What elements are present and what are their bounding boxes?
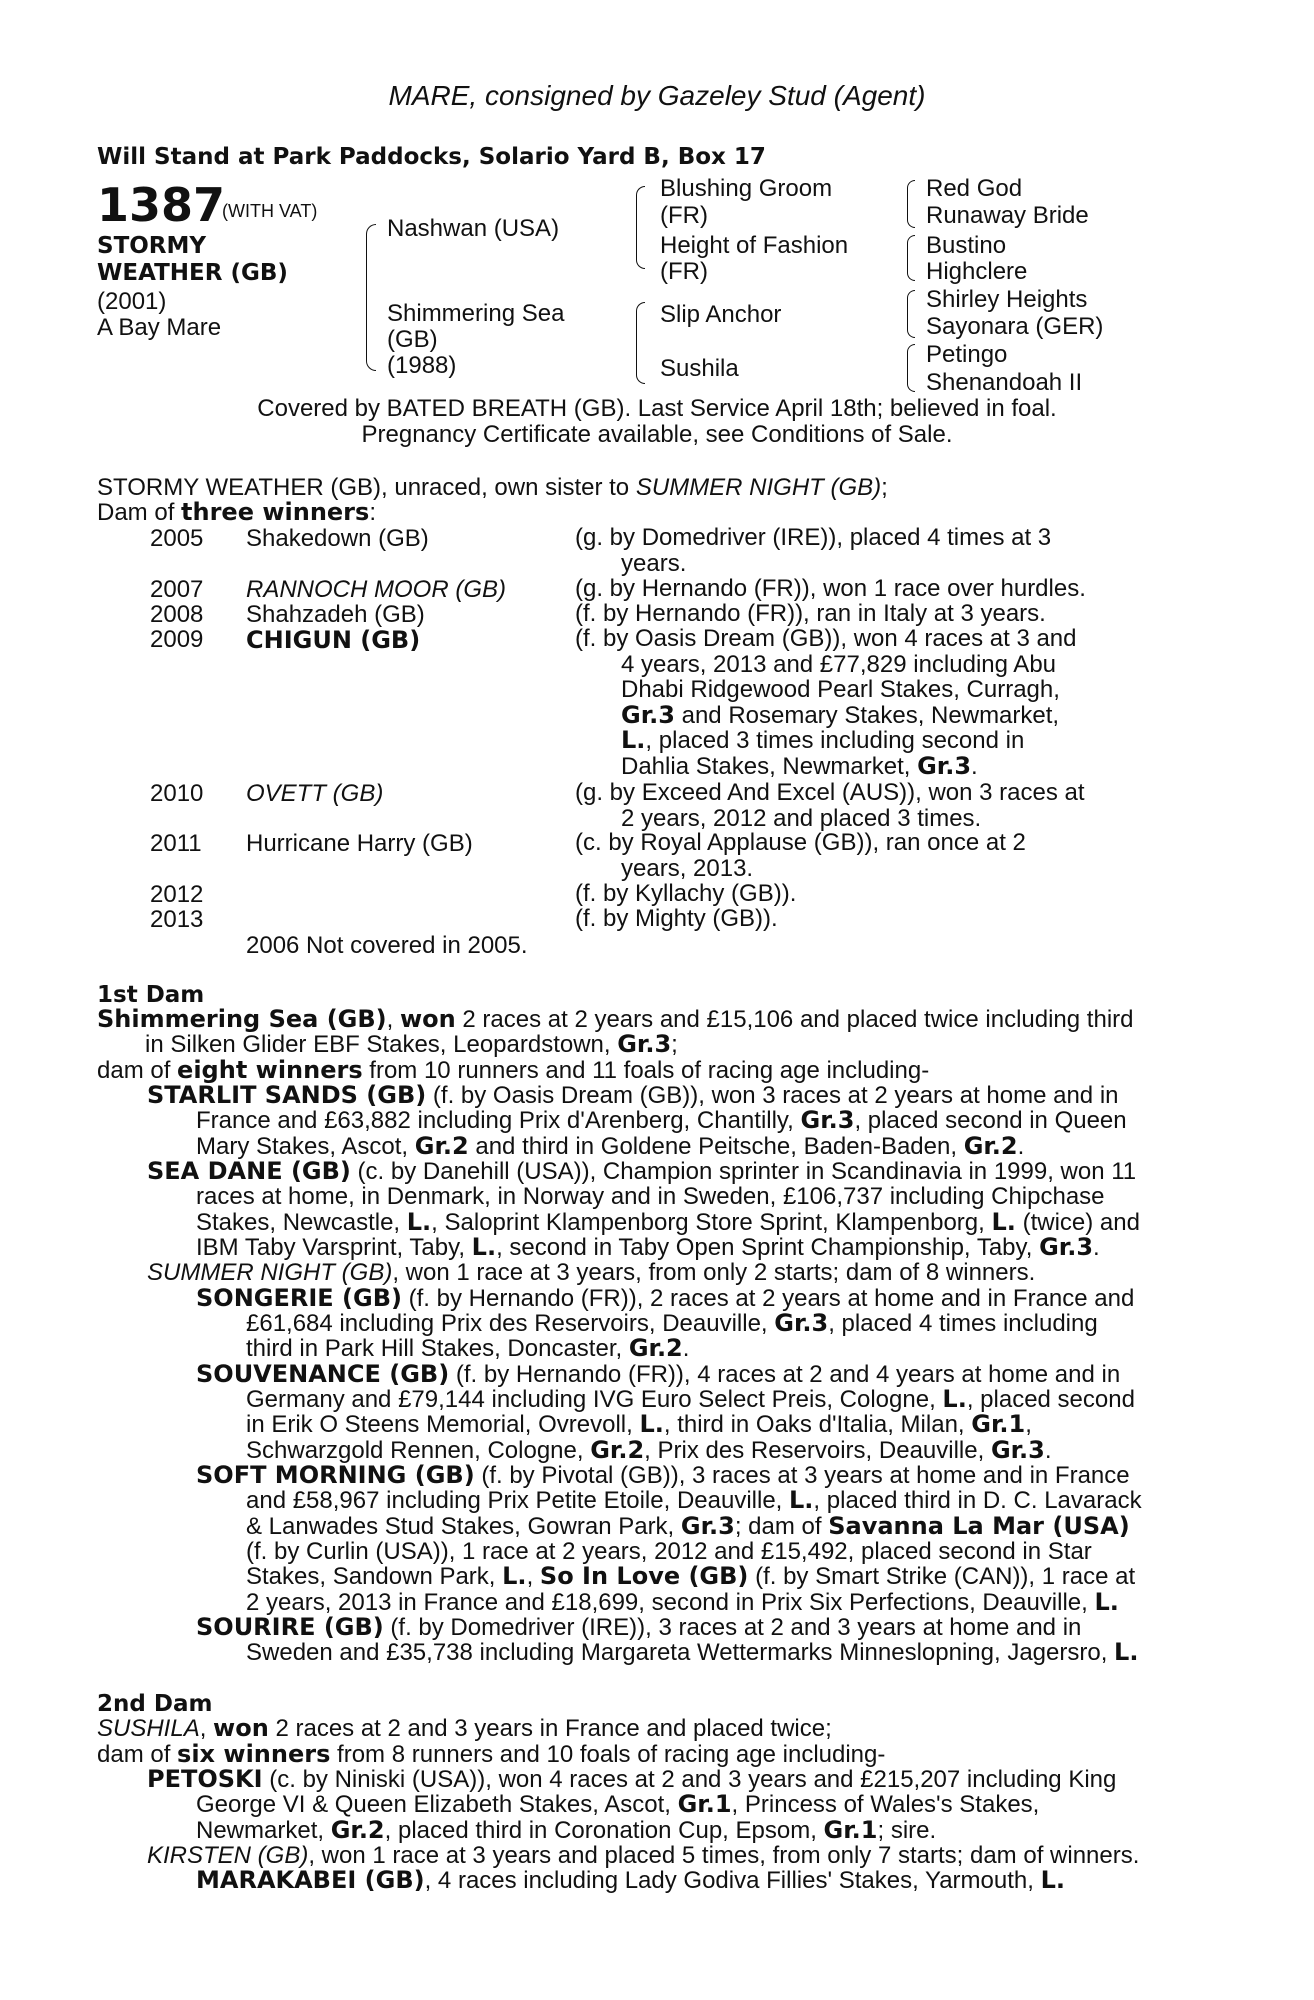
pedigree-great-grandparent: Runaway Bride bbox=[926, 202, 1089, 229]
progeny-entry: Stakes, Newcastle, L., Saloprint Klampenborg Store Sprint, Klampenborg, L. (twice) and bbox=[196, 1208, 1140, 1236]
produce-name: CHIGUN (GB) bbox=[246, 626, 421, 654]
produce-year: 2013 bbox=[150, 906, 204, 933]
progeny-entry: SEA DANE (GB) (c. by Danehill (USA)), Champion sprinter in Scandinavia in 1999, won 11 bbox=[147, 1157, 1137, 1185]
progeny-entry: MARAKABEI (GB), 4 races including Lady Godiva Fillies' Stakes, Yarmouth, L. bbox=[196, 1866, 1066, 1894]
produce-description: (f. by Oasis Dream (GB)), won 4 races at 3 and 4 years, 2013 and £77,829 including Abu Dhabi Ridgewood Pearl Stakes, Curragh, Gr.3 and Rosemary Stakes, Newmarket, L., placed 3 times including second in Dahlia Stakes, Newmarket, Gr.3. bbox=[575, 625, 1077, 780]
dam-line: dam of six winners from 8 runners and 10 foals of racing age including- bbox=[97, 1740, 886, 1768]
pedigree-granddam: Height of Fashion bbox=[660, 232, 849, 259]
produce-year: 2005 bbox=[150, 525, 204, 552]
pedigree-granddam: Sushila bbox=[660, 355, 739, 382]
intro-line: STORMY WEATHER (GB), unraced, own sister to SUMMER NIGHT (GB); bbox=[97, 474, 888, 501]
progeny-entry: KIRSTEN (GB), won 1 race at 3 years and placed 5 times, from only 7 starts; dam of winners. bbox=[147, 1842, 1140, 1869]
pedigree-dam: (GB) bbox=[387, 326, 438, 353]
progeny-entry: IBM Taby Varsprint, Taby, L., second in Taby Open Sprint Championship, Taby, Gr.3. bbox=[196, 1233, 1100, 1261]
pedigree-grandsire: Slip Anchor bbox=[660, 301, 782, 328]
horse-description: A Bay Mare bbox=[97, 314, 222, 341]
progeny-entry: races at home, in Denmark, in Norway and in Sweden, £106,737 including Chipchase bbox=[196, 1183, 1105, 1210]
produce-name: Shakedown (GB) bbox=[246, 525, 429, 552]
produce-name: Hurricane Harry (GB) bbox=[246, 830, 473, 857]
produce-description: (c. by Royal Applause (GB)), ran once at 2 years, 2013. bbox=[575, 829, 1026, 882]
progeny-entry: third in Park Hill Stakes, Doncaster, Gr.2. bbox=[246, 1334, 690, 1362]
stand-location: Will Stand at Park Paddocks, Solario Yard B, Box 17 bbox=[97, 144, 766, 170]
progeny-entry: Mary Stakes, Ascot, Gr.2 and third in Goldene Peitsche, Baden-Baden, Gr.2. bbox=[196, 1132, 1025, 1160]
progeny-entry: in Erik O Steens Memorial, Ovrevoll, L., third in Oaks d'Italia, Milan, Gr.1, bbox=[246, 1410, 1032, 1438]
horse-year: (2001) bbox=[97, 288, 167, 315]
progeny-entry: (f. by Curlin (USA)), 1 race at 2 years, 2012 and £15,492, placed second in Star bbox=[246, 1538, 1092, 1565]
progeny-entry: PETOSKI (c. by Niniski (USA)), won 4 races at 2 and 3 years and £215,207 including King bbox=[147, 1765, 1117, 1793]
progeny-entry: Sweden and £35,738 including Margareta Wettermarks Minneslopning, Jagersro, L. bbox=[246, 1638, 1139, 1666]
progeny-entry: SOFT MORNING (GB) (f. by Pivotal (GB)), 3 races at 3 years at home and in France bbox=[196, 1461, 1130, 1489]
dam-line: dam of eight winners from 10 runners and 11 foals of racing age including- bbox=[97, 1056, 930, 1084]
progeny-entry: & Lanwades Stud Stakes, Gowran Park, Gr.3; dam of Savanna La Mar (USA) bbox=[246, 1512, 1130, 1540]
produce-year: 2010 bbox=[150, 780, 204, 807]
produce-year: 2009 bbox=[150, 626, 204, 653]
produce-description: (f. by Hernando (FR)), ran in Italy at 3 years. bbox=[575, 600, 1046, 627]
covered-line: Pregnancy Certificate available, see Conditions of Sale. bbox=[361, 421, 953, 448]
progeny-entry: France and £63,882 including Prix d'Arenberg, Chantilly, Gr.3, placed second in Queen bbox=[196, 1106, 1127, 1134]
dam-line: SUSHILA, won 2 races at 2 and 3 years in France and placed twice; bbox=[97, 1714, 832, 1742]
pedigree-brace bbox=[366, 224, 376, 371]
pedigree-sire: Nashwan (USA) bbox=[387, 215, 560, 242]
pedigree-brace bbox=[907, 235, 915, 281]
progeny-entry: and £58,967 including Prix Petite Etoile, Deauville, L., placed third in D. C. Lavarack bbox=[246, 1486, 1142, 1514]
pedigree-dam: Shimmering Sea bbox=[387, 300, 565, 327]
pedigree-brace bbox=[907, 344, 915, 392]
produce-year: 2012 bbox=[150, 881, 204, 908]
progeny-entry: SONGERIE (GB) (f. by Hernando (FR)), 2 races at 2 years at home and in France and bbox=[196, 1284, 1135, 1312]
produce-name: RANNOCH MOOR (GB) bbox=[246, 576, 506, 603]
section-title: 2nd Dam bbox=[97, 1691, 213, 1717]
pedigree-great-grandparent: Highclere bbox=[926, 258, 1028, 285]
pedigree-great-grandparent: Shenandoah II bbox=[926, 369, 1083, 396]
pedigree-great-grandparent: Red God bbox=[926, 175, 1023, 202]
progeny-entry: 2 years, 2013 in France and £18,699, second in Prix Six Perfections, Deauville, L. bbox=[246, 1588, 1119, 1616]
produce-description: (g. by Hernando (FR)), won 1 race over hurdles. bbox=[575, 575, 1086, 602]
progeny-entry: STARLIT SANDS (GB) (f. by Oasis Dream (GB)), won 3 races at 2 years at home and in bbox=[147, 1081, 1119, 1109]
pedigree-great-grandparent: Sayonara (GER) bbox=[926, 313, 1104, 340]
progeny-entry: Stakes, Sandown Park, L., So In Love (GB) (f. by Smart Strike (CAN)), 1 race at bbox=[246, 1562, 1136, 1590]
dam-line: Shimmering Sea (GB), won 2 races at 2 years and £15,106 and placed twice including third bbox=[97, 1005, 1134, 1033]
intro-line: Dam of three winners: bbox=[97, 498, 376, 526]
lot-vat: (WITH VAT) bbox=[222, 201, 318, 221]
section-title: 1st Dam bbox=[97, 982, 205, 1008]
progeny-entry: SUMMER NIGHT (GB), won 1 race at 3 years, from only 2 starts; dam of 8 winners. bbox=[147, 1259, 1036, 1286]
pedigree-grandsire: (FR) bbox=[660, 202, 708, 229]
horse-name-line1: STORMY bbox=[97, 233, 207, 259]
progeny-entry: Newmarket, Gr.2, placed third in Coronation Cup, Epsom, Gr.1; sire. bbox=[196, 1816, 937, 1844]
lot-number: 1387 bbox=[97, 178, 226, 232]
pedigree-great-grandparent: Shirley Heights bbox=[926, 286, 1088, 313]
pedigree-great-grandparent: Bustino bbox=[926, 232, 1007, 259]
pedigree-dam: (1988) bbox=[387, 352, 457, 379]
pedigree-brace bbox=[636, 186, 645, 269]
produce-name: OVETT (GB) bbox=[246, 780, 384, 807]
produce-description: (g. by Exceed And Excel (AUS)), won 3 races at 2 years, 2012 and placed 3 times. bbox=[575, 779, 1085, 832]
progeny-entry: George VI & Queen Elizabeth Stakes, Ascot, Gr.1, Princess of Wales's Stakes, bbox=[196, 1790, 1040, 1818]
produce-name: Shahzadeh (GB) bbox=[246, 601, 425, 628]
pedigree-brace bbox=[907, 290, 915, 338]
progeny-entry: Schwarzgold Rennen, Cologne, Gr.2, Prix des Reservoirs, Deauville, Gr.3. bbox=[246, 1436, 1052, 1464]
pedigree-brace bbox=[907, 180, 915, 228]
not-covered-note: 2006 Not covered in 2005. bbox=[246, 932, 528, 959]
produce-year: 2007 bbox=[150, 576, 204, 603]
pedigree-grandsire: Blushing Groom bbox=[660, 175, 833, 202]
progeny-entry: SOUVENANCE (GB) (f. by Hernando (FR)), 4 races at 2 and 4 years at home and in bbox=[196, 1360, 1121, 1388]
pedigree-granddam: (FR) bbox=[660, 258, 708, 285]
progeny-entry: Germany and £79,144 including IVG Euro Select Preis, Cologne, L., placed second bbox=[246, 1385, 1135, 1413]
produce-year: 2008 bbox=[150, 601, 204, 628]
progeny-entry: £61,684 including Prix des Reservoirs, Deauville, Gr.3, placed 4 times including bbox=[246, 1309, 1098, 1337]
pedigree-great-grandparent: Petingo bbox=[926, 341, 1008, 368]
horse-name-line2: WEATHER (GB) bbox=[97, 260, 288, 286]
covered-line: Covered by BATED BREATH (GB). Last Service April 18th; believed in foal. bbox=[257, 395, 1057, 422]
produce-description: (f. by Kyllachy (GB)). bbox=[575, 880, 797, 907]
produce-description: (f. by Mighty (GB)). bbox=[575, 905, 778, 932]
produce-year: 2011 bbox=[150, 830, 202, 857]
dam-line: in Silken Glider EBF Stakes, Leopardstown, Gr.3; bbox=[145, 1030, 678, 1058]
progeny-entry: SOURIRE (GB) (f. by Domedriver (IRE)), 3 races at 2 and 3 years at home and in bbox=[196, 1613, 1082, 1641]
sale-heading: MARE, consigned by Gazeley Stud (Agent) bbox=[388, 80, 926, 111]
pedigree-brace bbox=[636, 302, 645, 384]
produce-description: (g. by Domedriver (IRE)), placed 4 times at 3 years. bbox=[575, 524, 1052, 577]
